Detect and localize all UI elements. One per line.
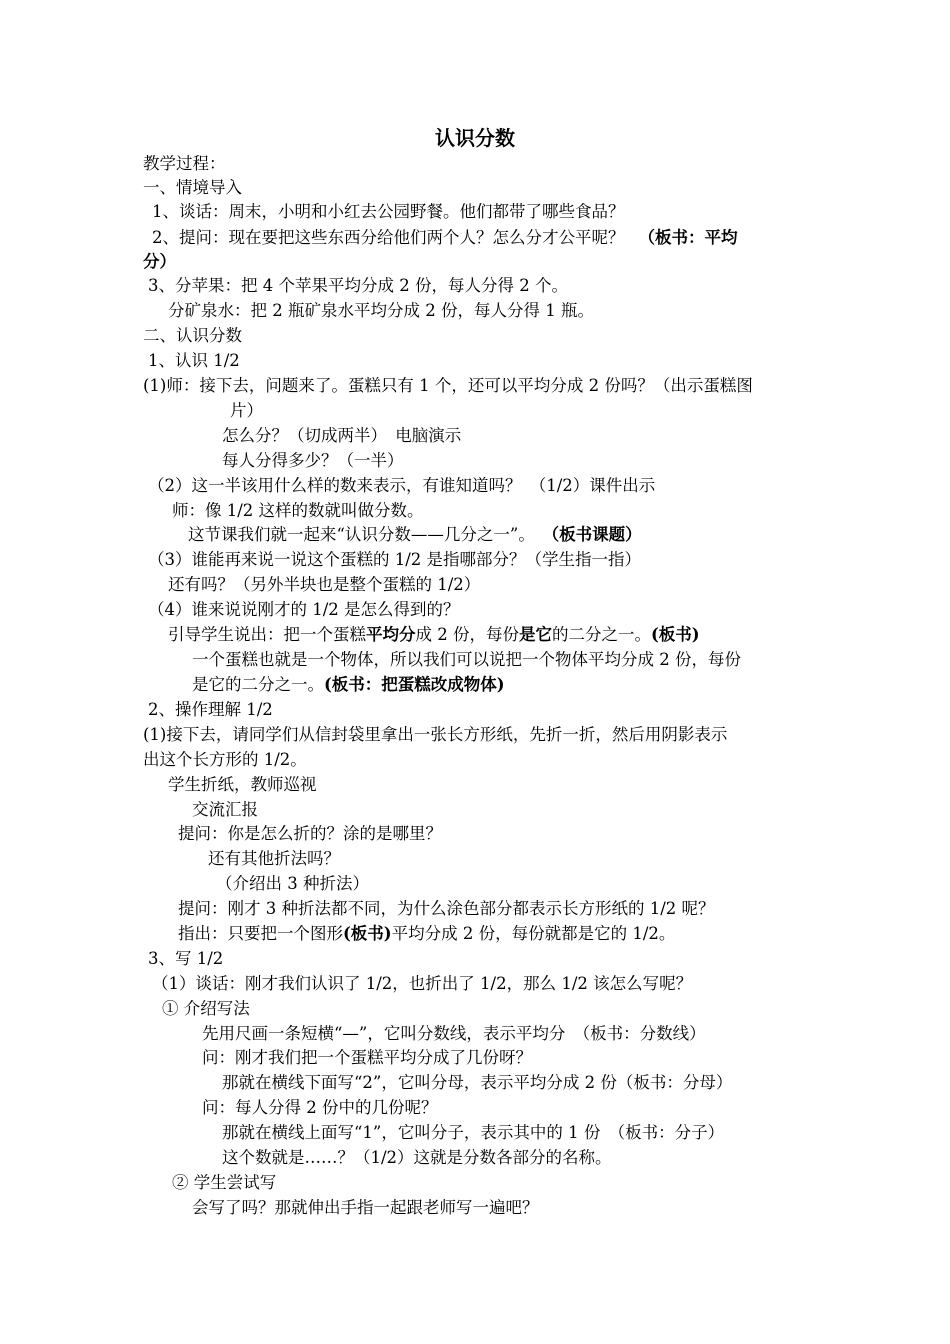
text-segment: 这节课我们就一起来“认识分数——几分之一”。 — [188, 525, 535, 544]
text-line: 每人分得多少？（一半） — [222, 451, 404, 470]
text-line: 那就在横线下面写“2”，它叫分母，表示平均分成 2 份（板书：分母） — [222, 1073, 733, 1092]
board-note: (板书) — [651, 625, 700, 644]
board-note: 分） — [143, 252, 176, 271]
text-line — [168, 623, 700, 647]
emphasis-text: 是它 — [519, 625, 552, 644]
text-line: （4）谁来说说刚才的 1/2 是怎么得到的？ — [148, 600, 460, 619]
text-line — [152, 226, 738, 250]
text-line: 1、谈话：周末，小明和小红去公园野餐。他们都带了哪些食品？ — [152, 202, 625, 221]
text-line — [178, 922, 675, 946]
section-heading: 二、认识分数 — [143, 326, 242, 345]
subsection-heading: 2、操作理解 1/2 — [148, 700, 273, 719]
text-line: 分矿泉水：把 2 瓶矿泉水平均分成 2 份，每人分得 1 瓶。 — [168, 301, 594, 320]
text-segment: 成 2 份，每份 — [415, 625, 519, 644]
text-line: 会写了吗？那就伸出手指一起跟老师写一遍吧？ — [192, 1198, 539, 1217]
subsection-heading: 3、写 1/2 — [148, 949, 224, 968]
text-line: （1）谈话：刚才我们认识了 1/2，也折出了 1/2，那么 1/2 该怎么写呢？ — [152, 974, 693, 993]
text-line: 学生折纸，教师巡视 — [168, 775, 317, 794]
text-segment: 2、提问：现在要把这些东西分给他们两个人？怎么分才公平呢？ — [152, 228, 625, 247]
text-line: 那就在横线上面写“1”，它叫分子，表示其中的 1 份 （板书：分子） — [222, 1123, 725, 1142]
text-line: （3）谁能再来说一说这个蛋糕的 1/2 是指哪部分？（学生指一指） — [148, 550, 642, 569]
text-line: 问：每人分得 2 份中的几份呢？ — [202, 1098, 438, 1117]
board-note: （板书：平均 — [638, 228, 738, 247]
text-line: 片） — [230, 401, 263, 420]
text-line: ① 介绍写法 — [162, 999, 250, 1018]
text-segment: 是它的二分之一。 — [192, 675, 324, 694]
text-line: (1)师：接下去，问题来了。蛋糕只有 1 个，还可以平均分成 2 份吗？（出示蛋糕图 — [143, 376, 753, 395]
text-line: 先用尺画一条短横“—”，它叫分数线，表示平均分 （板书：分数线） — [202, 1024, 706, 1043]
text-line: 师：像 1/2 这样的数就叫做分数。 — [172, 501, 424, 520]
text-line: 还有其他折法吗？ — [208, 849, 340, 868]
text-line: (1)接下去，请同学们从信封袋里拿出一张长方形纸，先折一折，然后用阴影表示 — [143, 725, 728, 744]
subsection-heading: 1、认识 1/2 — [148, 351, 240, 370]
text-line: ② 学生尝试写 — [172, 1173, 277, 1192]
section-heading: 一、情境导入 — [143, 178, 242, 197]
text-line: 提问：你是怎么折的？涂的是哪里？ — [178, 824, 442, 843]
text-line: （介绍出 3 种折法） — [216, 874, 369, 893]
text-line: 提问：刚才 3 种折法都不同，为什么涂色部分都表示长方形纸的 1/2 呢？ — [178, 899, 715, 918]
text-segment: 指出：只要把一个图形 — [178, 924, 343, 943]
text-line: 怎么分？（切成两半） 电脑演示 — [222, 426, 462, 445]
text-segment: 平均分成 2 份，每份就都是它的 1/2。 — [391, 924, 676, 943]
text-line — [192, 673, 505, 697]
text-line: 出这个长方形的 1/2。 — [143, 750, 307, 769]
text-line — [188, 523, 642, 547]
text-line: （2）这一半该用什么样的数来表示，有谁知道吗？ （1/2）课件出示 — [148, 476, 656, 495]
emphasis-text: 平均分 — [366, 625, 416, 644]
text-segment: 引导学生说出：把一个蛋糕 — [168, 625, 366, 644]
text-line: 教学过程： — [143, 154, 226, 173]
text-line: 还有吗？（另外半块也是整个蛋糕的 1/2） — [168, 575, 481, 594]
text-line: 这个数就是……？（1/2）这就是分数各部分的名称。 — [222, 1148, 612, 1167]
text-line: 交流汇报 — [192, 800, 258, 819]
board-note: (板书：把蛋糕改成物体) — [324, 675, 505, 694]
board-note: (板书) — [343, 924, 392, 943]
page-title: 认识分数 — [435, 126, 515, 150]
text-line: 一个蛋糕也就是一个物体，所以我们可以说把一个物体平均分成 2 份，每份 — [192, 650, 741, 669]
board-note: （板书课题） — [550, 525, 642, 544]
text-line: 问：刚才我们把一个蛋糕平均分成了几份呀？ — [202, 1048, 532, 1067]
text-line: 3、分苹果：把 4 个苹果平均分成 2 份，每人分得 2 个。 — [148, 276, 568, 295]
text-segment: 的二分之一。 — [552, 625, 651, 644]
